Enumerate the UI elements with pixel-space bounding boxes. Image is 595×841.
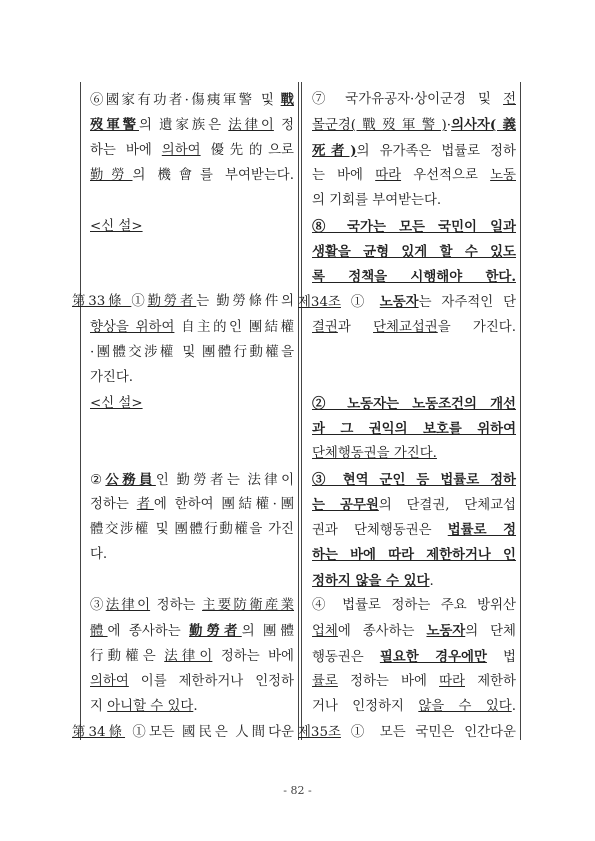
text-run: 歿軍警 (90, 117, 139, 134)
text-run: 단체교섭권 (373, 319, 438, 335)
right-text-line (302, 316, 520, 340)
left-text-line (80, 619, 298, 643)
text-run: 단체행동권을 가진다. (312, 446, 437, 462)
left-text-line (72, 290, 298, 314)
right-text-line (302, 189, 520, 213)
text-run: 法律이 (164, 648, 213, 664)
right-text-line (302, 670, 520, 694)
text-run: 의 기회를 부여받는다. (312, 193, 442, 209)
text-run: 行動權은 (90, 648, 165, 664)
left-text-line (80, 392, 298, 416)
right-text-line (298, 290, 520, 314)
text-run: 法律이 (228, 118, 274, 134)
right-text-line (302, 215, 520, 239)
table-right-border (520, 82, 521, 740)
left-text-line (80, 139, 298, 163)
comparison-table (72, 82, 521, 740)
text-run: 법률로 정 (447, 522, 517, 539)
text-run: 에 종사하는 (107, 624, 190, 640)
text-run: . (193, 699, 198, 715)
text-run: 법 (486, 649, 516, 665)
text-run: 록 정책을 시행해야 한다. (312, 269, 516, 286)
text-run: 는 공무원 (312, 496, 379, 513)
text-run: 公務員 (105, 471, 156, 488)
right-text-line (302, 88, 520, 112)
text-run: 의 團體 (241, 624, 294, 640)
text-run: 에 한하여 團結權·團 (153, 496, 295, 512)
text-run: 의 단체 (465, 624, 516, 640)
text-run: 필요한 경우에만 (379, 648, 487, 665)
text-run: 따라 (439, 673, 465, 689)
right-text-line (298, 721, 520, 745)
text-run: 의 遺家族은 (139, 118, 229, 134)
left-text-line (80, 493, 298, 517)
right-text-line (302, 417, 520, 441)
table-divider-1 (298, 82, 299, 740)
left-text-line (80, 88, 298, 112)
right-text-line (302, 265, 520, 289)
text-run: 의 유가족은 법률로 정하 (356, 143, 516, 159)
left-text-line (80, 569, 298, 593)
text-run: ⑧ 국가는 모든 국민이 일과 (312, 218, 516, 235)
text-run: 정하는 (150, 598, 203, 613)
text-run: 第34條 (72, 724, 126, 740)
text-run: 업체 (312, 624, 338, 640)
text-run: 의사자(義 (451, 117, 516, 134)
left-text-line (80, 645, 298, 669)
text-run: 法律이 (105, 598, 151, 613)
right-text-line (302, 569, 520, 593)
text-run: 정하는 바에 (212, 648, 294, 664)
text-run: 제35조 (298, 724, 341, 740)
text-run: 전 (503, 92, 516, 107)
text-run: 는 바에 (312, 167, 376, 183)
text-run: 따라 (375, 167, 402, 183)
right-text-line (302, 695, 520, 719)
right-text-line (302, 594, 520, 618)
text-run: 과 그 권익의 보호를 위하여 (312, 420, 516, 437)
text-run: 을 가진다. (437, 319, 516, 335)
text-run: 우선적으로 (401, 167, 491, 183)
left-text-line (80, 215, 298, 239)
right-text-line (302, 645, 520, 669)
right-text-line (302, 164, 520, 188)
text-run: 권과 단체행동권은 (312, 523, 448, 539)
text-run: 하는 바에 따라 제한하거나 인 (312, 547, 516, 564)
text-run: 體交涉權 및 團體行動權을 가진 (90, 522, 294, 538)
text-run: 향상을 위하여 (90, 319, 175, 335)
text-run: . (511, 699, 516, 715)
left-text-line (80, 164, 298, 188)
text-run: 다. (90, 547, 108, 563)
right-text-line (302, 442, 520, 466)
right-text-line (302, 366, 520, 390)
text-run: 제한하 (465, 673, 516, 689)
text-run: 행동권은 (312, 649, 380, 665)
text-run: ② 노동자는 노동조건의 개선 (312, 395, 516, 412)
text-run: 않을 수 있다 (418, 699, 512, 715)
text-run: 第33條 (72, 294, 132, 310)
left-text-line (80, 366, 298, 390)
left-text-line (80, 265, 298, 289)
right-text-line (302, 113, 520, 137)
text-run: 노동자 (426, 623, 466, 640)
text-run: 死者) (312, 142, 357, 159)
text-run: . (429, 573, 434, 589)
text-run: 者 (136, 496, 154, 512)
text-run: 정하는 (90, 496, 137, 512)
text-run: ① 모든 국민은 인간다운 (340, 724, 516, 740)
text-run: 勤勞者 (189, 623, 242, 640)
text-run: 정하는 바에 (337, 673, 440, 689)
right-text-line (302, 240, 520, 264)
text-run: 과 (337, 319, 374, 335)
right-text-line (302, 392, 520, 416)
text-run: ① (340, 295, 380, 311)
left-text-line (80, 695, 298, 719)
left-text-line (80, 240, 298, 264)
text-run: 이를 제한하거나 인정하 (128, 673, 294, 689)
text-run: ③ (90, 598, 106, 613)
text-run: ⑥國家有功者·傷痍軍警 및 (90, 93, 281, 108)
text-run: 戰 (280, 92, 294, 108)
text-run: ④ 법률로 정하는 주요 방위산 (312, 598, 516, 613)
text-run: <신 설> (90, 218, 143, 234)
text-run: 自主的인 團結權 (174, 319, 295, 335)
text-run: 정하지 않을 수 있다 (312, 572, 430, 589)
text-run: 의 機會를 부여받는다. (132, 167, 294, 183)
left-text-line (80, 113, 298, 137)
right-text-line (302, 341, 520, 365)
text-run: 아니할 수 있다 (107, 699, 194, 715)
left-text-line (80, 189, 298, 213)
left-text-line (80, 518, 298, 542)
right-text-line (302, 518, 520, 542)
right-text-line (302, 468, 520, 492)
text-run: <신 설> (90, 395, 143, 411)
text-run: 에 종사하는 (337, 624, 427, 640)
text-run: 勤勞 (90, 167, 133, 183)
left-text-line (80, 316, 298, 340)
text-run: 거나 인정하지 (312, 699, 419, 715)
text-run: 의하여 (161, 142, 201, 158)
text-run: · (446, 118, 452, 134)
text-run: ② (90, 472, 106, 488)
text-run: ·團體交涉權 및 團體行動權을 (90, 345, 294, 360)
page-number: - 82 - (283, 784, 312, 797)
text-run: ① (131, 294, 148, 310)
text-run: 優先的으로 (200, 142, 294, 158)
text-run: 국가유공자·상이군경 및 (333, 92, 504, 107)
text-run: 생활을 균형 있게 할 수 있도 (312, 243, 516, 260)
text-run: 의 단결권, 단체교섭 (378, 497, 516, 513)
text-run: 지 (90, 699, 108, 715)
text-run: ③ 현역 군인 등 법률로 정하 (312, 471, 516, 488)
text-run: 는 勤勞條件의 (196, 294, 295, 310)
text-run: 노동자 (379, 294, 419, 311)
text-run: 몰군경(戰歿軍警) (312, 118, 447, 134)
text-run: 하는 바에 (90, 142, 162, 158)
left-text-line (80, 417, 298, 441)
text-run: 노동 (490, 167, 516, 183)
text-run: 는 자주적인 단 (418, 295, 517, 311)
right-text-line (302, 619, 520, 643)
text-run: 인 勤勞者는 法律이 (155, 472, 294, 488)
left-text-line (80, 468, 298, 492)
left-text-line (80, 543, 298, 567)
text-run: 결권 (312, 319, 338, 335)
left-text-line (80, 341, 298, 365)
left-text-line (72, 721, 298, 745)
right-text-line (302, 139, 520, 163)
right-text-line (302, 493, 520, 517)
text-run: 률로 (312, 673, 338, 689)
right-text-line (302, 543, 520, 567)
text-run: ①모든 國民은 人間다운 (125, 724, 294, 740)
text-run: 정 (273, 118, 295, 134)
text-run: 제34조 (298, 295, 341, 311)
text-run: 의하여 (90, 673, 129, 689)
left-text-line (80, 670, 298, 694)
text-run: 體 (90, 624, 108, 640)
text-run: 勤勞者 (147, 294, 197, 310)
left-text-line (80, 594, 298, 618)
left-text-line (80, 442, 298, 466)
text-run: ⑦ (312, 92, 334, 107)
text-run: 가진다. (90, 370, 134, 386)
text-run: 主要防衛産業 (202, 598, 295, 613)
